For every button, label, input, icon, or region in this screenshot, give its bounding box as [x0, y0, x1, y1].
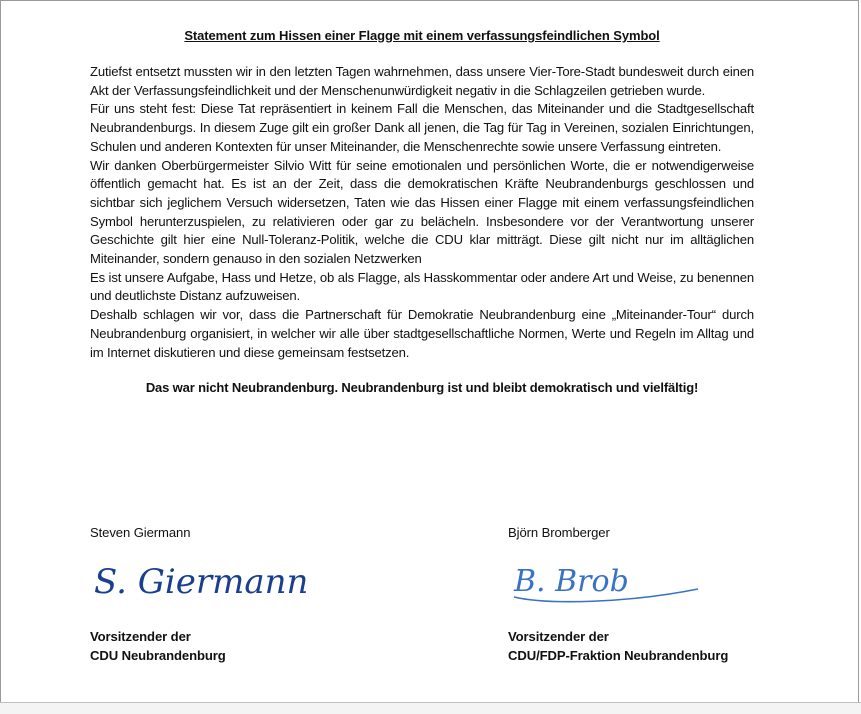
statement-closing: Das war nicht Neubrandenburg. Neubrandenburg ist und bleibt demokratisch und vielfältig!	[145, 380, 699, 396]
signatory-left	[90, 525, 390, 663]
signatory-right	[508, 525, 808, 663]
statement-paragraph-4: Es ist unsere Aufgabe, Hass und Hetze, ob als Flagge, als Hasskommentar oder andere Art und Weise, zu benennen und deutlichste Distanz aufzuweisen.	[90, 269, 754, 304]
signatory-role	[508, 627, 728, 665]
svg-text:B. Brob: B. Brob	[514, 564, 629, 599]
handwritten-signature-bromberger	[508, 551, 708, 607]
statement-paragraph-5: Deshalb schlagen wir vor, dass die Partnerschaft für Demokratie Neubrandenburg eine „Miteinander-Tour“ durch Neubrandenburg organisiert, in welcher wir alle über stadtgesellschaftliche Normen, Werte und Regeln im Alltag und im Internet diskutieren und diese gemeinsam festsetzen.	[90, 307, 754, 360]
signatory-name: Björn Bromberger	[508, 525, 610, 540]
handwritten-signature-giermann	[90, 551, 309, 607]
signatory-name: Steven Giermann	[90, 525, 191, 540]
statement-title: Statement zum Hissen einer Flagge mit einem verfassungsfeindlichen Symbol	[184, 28, 660, 43]
signatory-role-line-2: CDU/FDP-Fraktion Neubrandenburg	[508, 648, 729, 663]
signatory-role-line-2: CDU Neubrandenburg	[90, 648, 226, 663]
signatory-role-line-1: Vorsitzender der	[90, 629, 191, 644]
signatory-role	[90, 627, 226, 665]
signature-block	[90, 525, 770, 675]
statement-paragraph-1: Zutiefst entsetzt mussten wir in den letzten Tagen wahrnehmen, dass unsere Vier-Tore-Stadt bundesweit durch einen Akt der Verfassungsfeindlichkeit und der Menschenunwürdigkeit negativ in die Schlagzeilen getrieben wurde.	[90, 64, 754, 98]
signatory-role-line-1: Vorsitzender der	[508, 629, 609, 644]
statement-paragraph-2: Für uns steht fest: Diese Tat repräsentiert in keinem Fall die Menschen, das Miteinander und die Stadtgesellschaft Neubrandenburgs. In diesem Zuge gilt ein großer Dank all jenen, die Tag für Tag in Vereinen, sozialen Einrichtungen, Schulen und anderen Kontexten für unser Miteinander, die Menschenrechte sowie unsere Verfassung eintreten.	[90, 101, 754, 154]
statement-body	[90, 63, 754, 362]
document-bottom-edge	[0, 702, 861, 714]
document-page	[90, 28, 754, 395]
svg-text:S. Giermann: S. Giermann	[94, 562, 309, 602]
statement-paragraph-3: Wir danken Oberbürgermeister Silvio Witt für seine emotionalen und persönlichen Worte, die er notwendigerweise öffentlich gemacht hat. Es ist an der Zeit, dass die demokratischen Kräfte Neubrandenburgs geschlossen und sichtbar sich jeglichem Versuch widersetzen, Taten wie das Hissen einer Flagge mit einem verfassungsfeindlichen Symbol herunterzuspielen, zu relativieren oder gar zu belächeln. Insbesondere vor der Verantwortung unserer Geschichte gilt hier eine Null-Toleranz-Politik, welche die CDU klar mitträgt. Diese gilt nicht nur im alltäglichen Miteinander, sondern genauso in den sozialen Netzwerken	[90, 157, 754, 267]
